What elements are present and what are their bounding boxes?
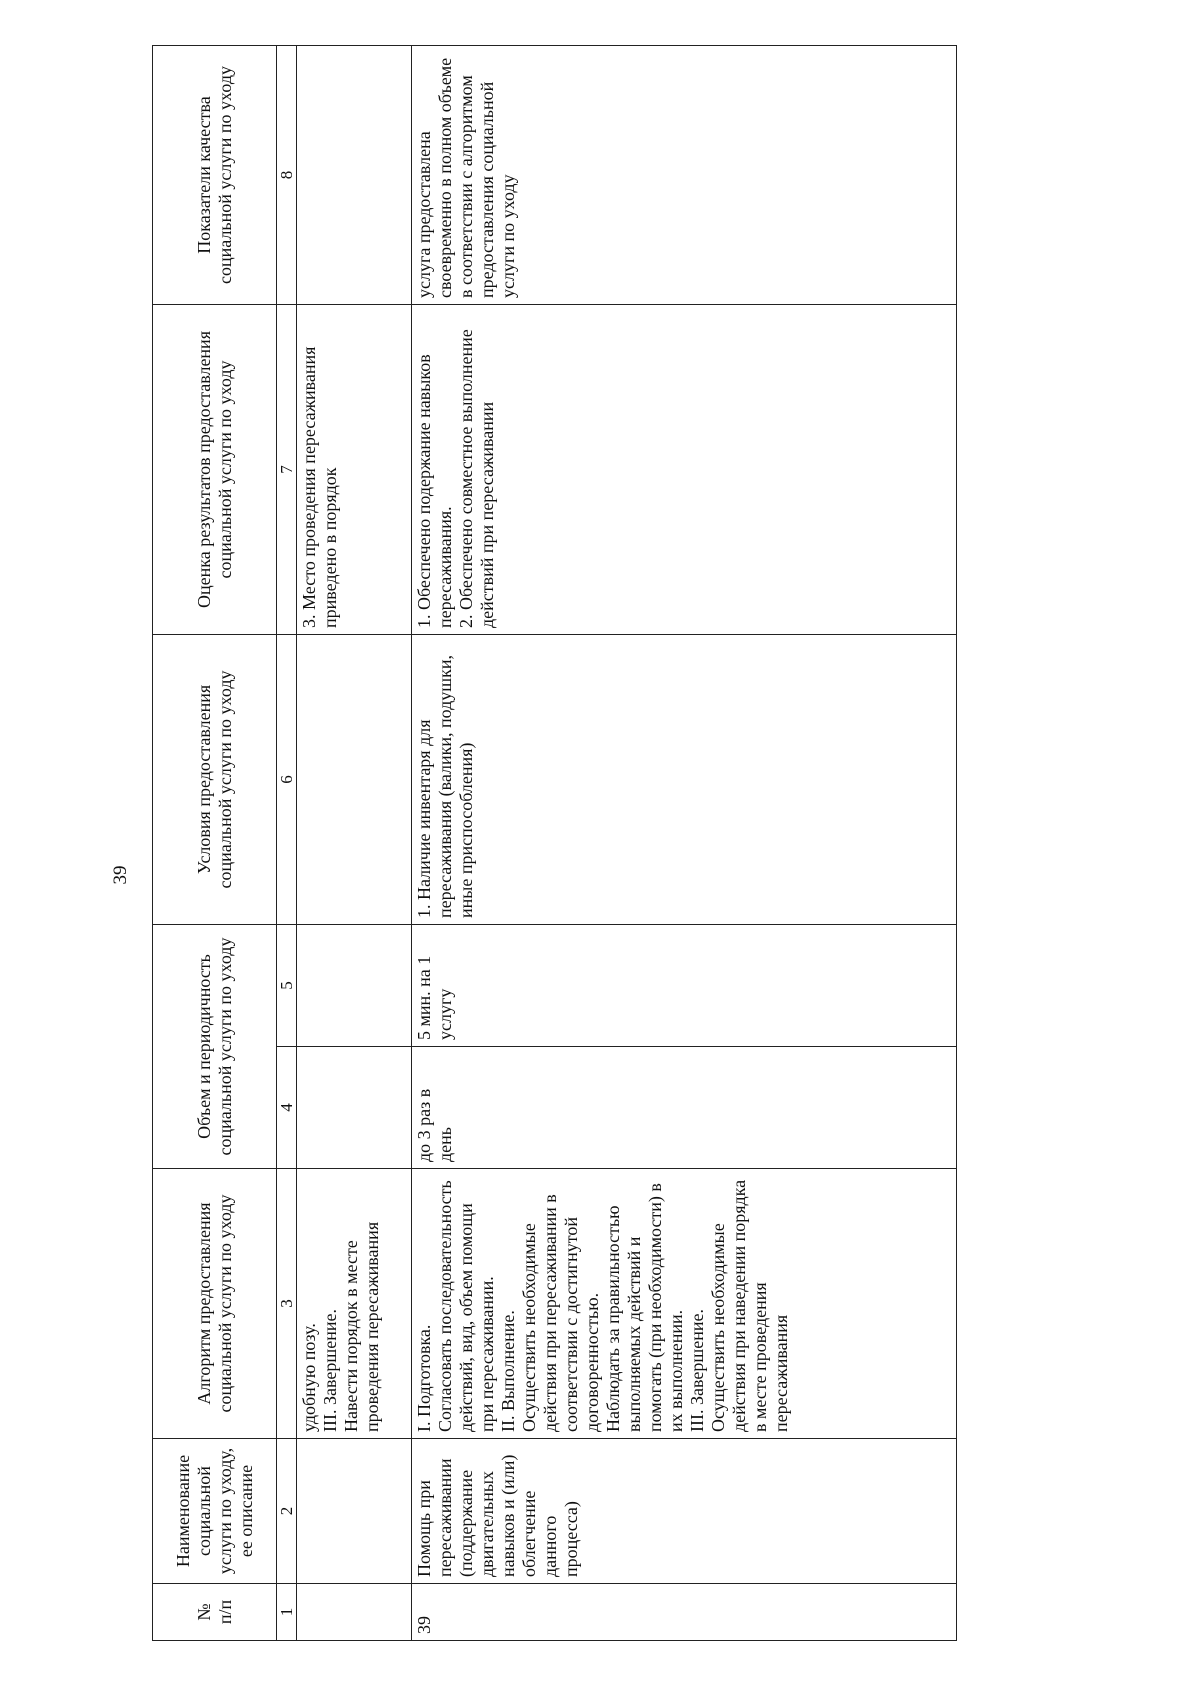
header-algorithm: Алгоритм предоставления социальной услуги по уходу — [153, 1169, 277, 1439]
header-volume-frequency: Объем и периодичность социальной услуги по уходу — [153, 924, 277, 1168]
row-number-cell — [297, 1584, 412, 1641]
conditions-cell — [297, 634, 412, 924]
header-number: № п/п — [153, 1584, 277, 1641]
quality-cell — [297, 45, 412, 304]
algorithm-cell: удобную позу. III. Завершение. Навести порядок в месте проведения пересаживания — [297, 1169, 412, 1439]
header-row — [153, 45, 277, 1640]
column-number: 2 — [277, 1439, 297, 1584]
evaluation-cell: 1. Обеспечено подержание навыков пересаживания. 2. Обеспечено совместное выполнение действий при пересаживании — [412, 304, 957, 634]
page-number: 39 — [110, 865, 131, 885]
volume-cell — [297, 924, 412, 1046]
volume-cell: 5 мин. на 1 услугу — [412, 924, 957, 1046]
header-evaluation: Оценка результатов предоставления социальной услуги по уходу — [153, 304, 277, 634]
column-number: 1 — [277, 1584, 297, 1641]
row-number-cell: 39 — [412, 1584, 957, 1641]
column-number: 4 — [277, 1047, 297, 1169]
conditions-cell: 1. Наличие инвентаря для пересаживания (валики, подушки, иные приспособления) — [412, 634, 957, 924]
quality-cell: услуга предоставлена своевременно в полном объеме в соответствии с алгоритмом предоставления социальной услуги по уходу — [412, 45, 957, 304]
column-number: 8 — [277, 45, 297, 304]
column-number: 6 — [277, 634, 297, 924]
table-row — [412, 45, 957, 1640]
service-name-cell: Помощь при пересаживании (поддержание двигательных навыков и (или) облегчение данного процесса) — [412, 1439, 957, 1584]
column-number: 5 — [277, 924, 297, 1046]
table-row — [297, 45, 412, 1640]
frequency-cell: до 3 раз в день — [412, 1047, 957, 1169]
header-service-name: Наименование социальной услуги по уходу, ее описание — [153, 1439, 277, 1584]
header-quality: Показатели качества социальной услуги по уходу — [153, 45, 277, 304]
rotated-page-content — [152, 46, 1130, 1641]
service-name-cell — [297, 1439, 412, 1584]
column-number-row — [277, 45, 297, 1640]
frequency-cell — [297, 1047, 412, 1169]
evaluation-cell: 3. Место проведения пересаживания приведено в порядок — [297, 304, 412, 634]
header-conditions: Условия предоставления социальной услуги по уходу — [153, 634, 277, 924]
services-table — [152, 45, 957, 1641]
column-number: 7 — [277, 304, 297, 634]
column-number: 3 — [277, 1169, 297, 1439]
algorithm-cell: I. Подготовка. Согласовать последовательность действий, вид, объем помощи при пересаживании. II. Выполнение. Осуществить необходимые действия при пересаживании в соответствии с достигнутой договоренностью. Наблюдать за правильностью выполняемых действий и помогать (при необходимости) в их выполнении. III. Завершение. Осуществить необходимые действия при наведении порядка в месте проведения пересаживания — [412, 1169, 957, 1439]
